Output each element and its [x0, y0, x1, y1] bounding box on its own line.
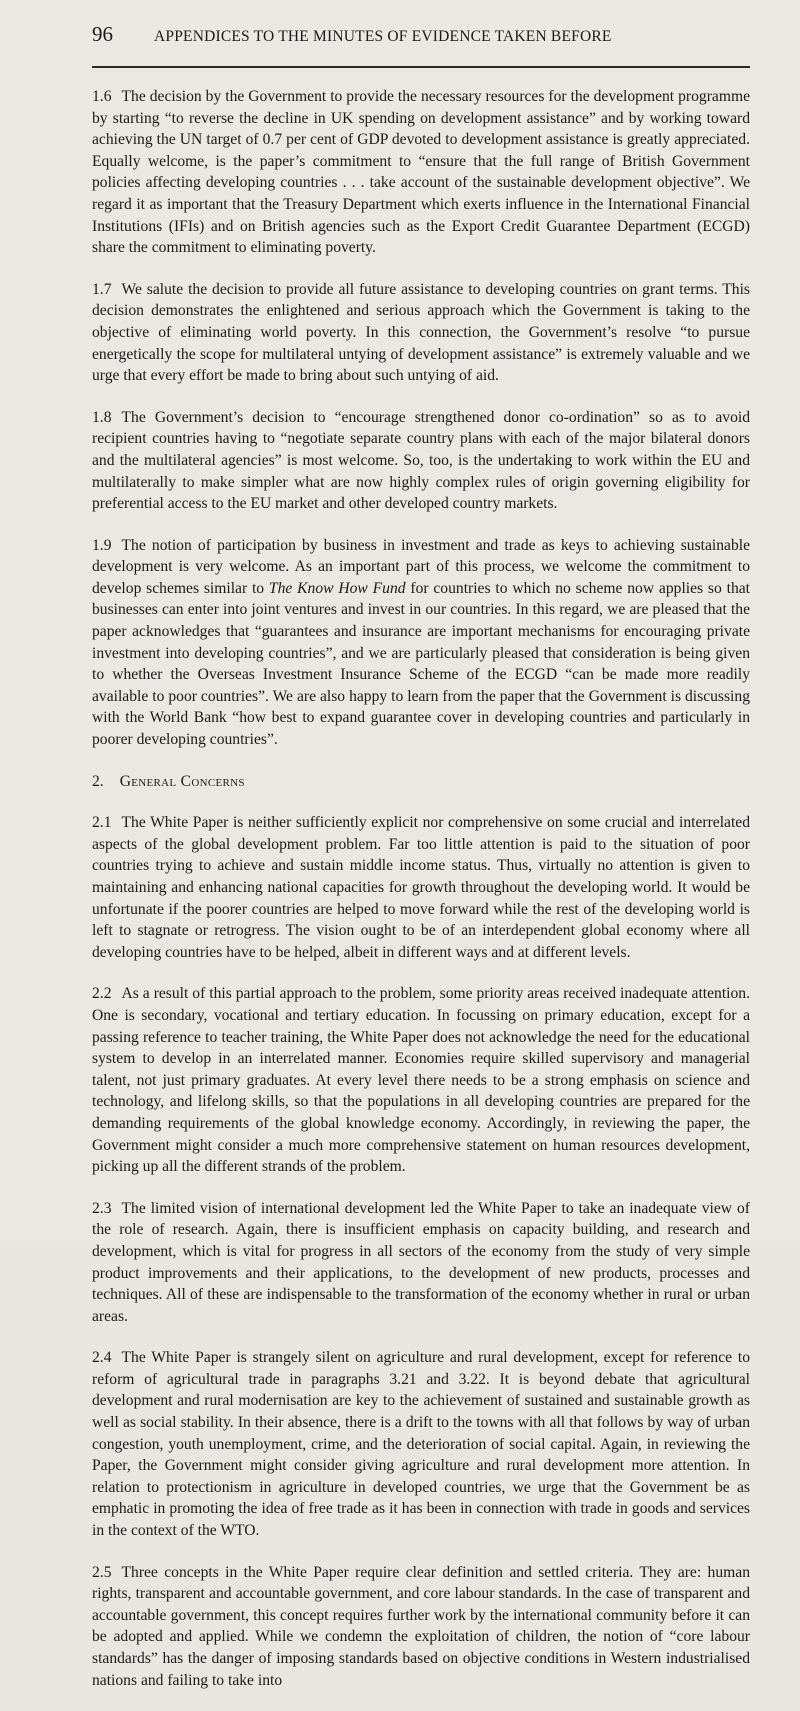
paragraph-number: 2.4: [92, 1349, 112, 1367]
paragraph-text: Three concepts in the White Paper require clear definition and settled criteria. They are: human rights, transparent and accountable government, and core labour standards. In the case of transparent and accountable government, this concept requires further work by the international community before it can be adopted and applied. While we condemn the exploitation of children, the notion of “core labour standards” has the danger of imposing standards based on objective conditions in Western industrialised nations and failing to take into: [92, 1563, 750, 1689]
paragraph-number: 1.7: [92, 280, 112, 298]
paragraph-2-5: [92, 1562, 750, 1692]
paragraph-text: The White Paper is strangely silent on agriculture and rural development, except for reference to reform of agricultural trade in paragraphs 3.21 and 3.22. It is beyond debate that agricultural development and rural modernisation are key to the achievement of sustained and sustainable growth as well as social stability. In their absence, there is a drift to the towns with all that follows by way of urban congestion, youth unemployment, crime, and the deterioration of social capital. Again, in reviewing the Paper, the Government might consider giving agriculture and rural development more attention. In relation to protectionism in agriculture in developed countries, we urge that the Government be as emphatic in promoting the idea of free trade as it has been in connection with trade in goods and services in the context of the WTO.: [92, 1349, 750, 1540]
section-title: General Concerns: [119, 772, 245, 790]
body-text: [92, 86, 750, 1711]
header-rule: [92, 66, 750, 68]
page-number: 96: [92, 22, 113, 46]
paragraph-number: 2.1: [92, 814, 112, 832]
paragraph-text: The Government’s decision to “encourage strengthened donor co-ordination” so as to avoid recipient countries having to “negotiate separate country plans with each of the major bilateral donors and the multilateral agencies” is most welcome. So, too, is the undertaking to work within the EU and multilaterally to make simpler what are now highly complex rules of origin governing eligibility for preferential access to the EU market and other developed country markets.: [92, 408, 750, 513]
paragraph-number: 1.9: [92, 536, 112, 554]
paragraph-text: The White Paper is neither sufficiently explicit nor comprehensive on some crucial and interrelated aspects of the global development problem. Far too little attention is paid to the situation of poor countries trying to achieve and sustain middle income status. Thus, virtually no attention is given to maintaining and enhancing national capacities for growth throughout the developing world. It would be unfortunate if the poorer countries are helped to move forward while the rest of the developing world is left to stagnate or retrogress. The vision ought to be of an interdependent global economy where all developing countries have to be helped, albeit in different ways and at different levels.: [92, 814, 750, 961]
section-number: 2.: [92, 772, 104, 790]
paragraph-1-7: [92, 279, 750, 387]
paragraph-text: The decision by the Government to provide the necessary resources for the development programme by starting “to reverse the decline in UK spending on development assistance” and by working toward achieving the UN target of 0.7 per cent of GDP devoted to development assistance is greatly appreciated. Equally welcome, is the paper’s commitment to “ensure that the full range of British Government policies affecting developing countries . . . take account of the sustainable development objective”. We regard it as important that the Treasury Department which exerts influence in the International Financial Institutions (IFIs) and on British agencies such as the Export Credit Guarantee Department (ECGD) share the commitment to eliminating poverty.: [92, 88, 750, 257]
paragraph-number: 2.2: [92, 985, 112, 1003]
paragraph-2-1: [92, 812, 750, 963]
paragraph-text: As a result of this partial approach to the problem, some priority areas received inadequate attention. One is secondary, vocational and tertiary education. In focussing on primary education, except for a passing reference to teacher training, the White Paper does not acknowledge the need for the educational system to develop in an interrelated manner. Economies require skilled supervisory and managerial talent, not just primary graduates. At every level there needs to be a strong emphasis on science and technology, and lifelong skills, so that the populations in all developing countries are prepared for the demanding requirements of the global knowledge economy. Accordingly, in reviewing the paper, the Government might consider a much more comprehensive statement on human resources development, picking up all the different strands of the problem.: [92, 985, 750, 1176]
paragraph-1-9: [92, 535, 750, 751]
paragraph-1-8: [92, 407, 750, 515]
paragraph-2-4: [92, 1347, 750, 1541]
paragraph-2-3: [92, 1198, 750, 1328]
paragraph-2-2: [92, 983, 750, 1177]
paragraph-number: 2.3: [92, 1199, 112, 1217]
paragraph-number: 1.6: [92, 88, 112, 105]
section-heading-general-concerns: [92, 771, 750, 793]
paragraph-text: We salute the decision to provide all future assistance to developing countries on grant terms. This decision demonstrates the enlightened and serious approach which the Government is taking to the objective of eliminating world poverty. In this connection, the Government’s resolve “to pursue energetically the scope for multilateral untying of development assistance” is extremely valuable and we urge that every effort be made to bring about such untying of aid.: [92, 280, 750, 385]
paragraph-number: 2.5: [92, 1563, 112, 1581]
paragraph-text: The notion of participation by business in investment and trade as keys to achieving sustainable development is very welcome. As an important part of this process, we welcome the commitment to develop schemes similar to: [92, 536, 750, 597]
paragraph-number: 1.8: [92, 408, 112, 426]
fund-name-italic: The Know How Fund: [268, 579, 406, 597]
paragraph-text: for countries to which no scheme now applies so that businesses can enter into joint ventures and invest in our countries. In this regard, we are pleased that the paper acknowledges that “guarantees and insurance are important mechanisms for encouraging private investment into developing countries”, and we are particularly pleased that consideration is being given to whether the Overseas Investment Insurance Scheme of the ECGD “can be made more readily available to poor countries”. We are also happy to learn from the paper that the Government is discussing with the World Bank “how best to expand guarantee cover in developing countries and particularly in poorer developing countries”.: [92, 579, 750, 749]
page-header: [92, 22, 760, 47]
paragraph-1-6: [92, 86, 750, 259]
running-head: APPENDICES TO THE MINUTES OF EVIDENCE TAKEN BEFORE: [154, 28, 612, 45]
paragraph-text: The limited vision of international development led the White Paper to take an inadequate view of the role of research. Again, there is insufficient emphasis on capacity building, and research and development, which is vital for progress in all sectors of the economy from the study of very simple product improvements and their applications, to the development of new products, processes and techniques. All of these are indispensable to the transformation of the economy whether in rural or urban areas.: [92, 1199, 750, 1325]
